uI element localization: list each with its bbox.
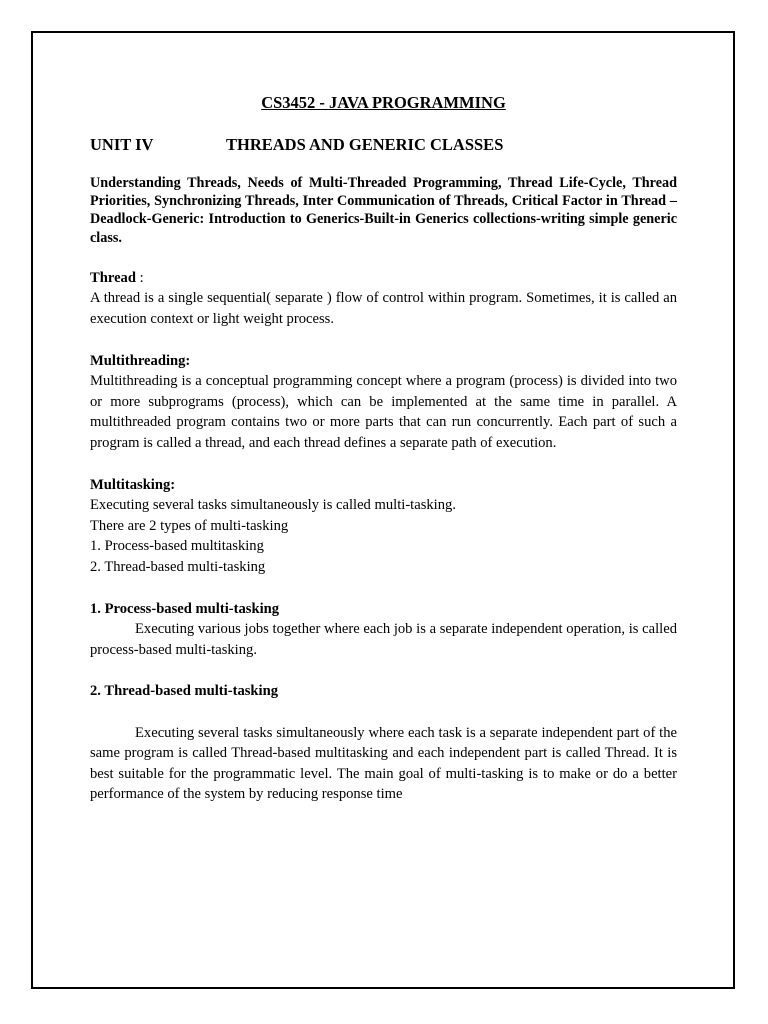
thread-heading: Thread — [90, 269, 136, 286]
unit-syllabus: Understanding Threads, Needs of Multi-Threaded Programming, Thread Life-Cycle, Thread Priorities, Synchronizing Threads, Inter Communication of Threads, Critical Factor in Thread – Deadlock-Generic: Introduction to Generics-Built-in Generics collections-writing simple generic class. — [90, 175, 677, 246]
section-thread-based — [90, 681, 677, 805]
multithreading-heading: Multithreading: — [90, 352, 191, 369]
thread-heading-colon: : — [135, 269, 144, 286]
unit-label: UNIT IV — [90, 135, 154, 154]
thread-based-definition: Executing several tasks simultaneously where each task is a separate independent part of the same program is called Thread-based multitasking and each independent part is called Thread. It is best suitable for the programmatic level. The main goal of multi-tasking is to make or do a better performance of the system by reducing response time — [90, 724, 677, 803]
multitasking-line: There are 2 types of multi-tasking — [90, 517, 289, 534]
multitasking-line: Executing several tasks simultaneously is called multi-tasking. — [90, 497, 456, 514]
process-based-definition: Executing various jobs together where each job is a separate independent operation, is called process-based multi-tasking. — [90, 621, 677, 658]
thread-based-heading: 2. Thread-based multi-tasking — [90, 683, 279, 700]
unit-heading — [90, 134, 677, 156]
unit-name: THREADS AND GENERIC CLASSES — [226, 135, 504, 154]
document-title: CS3452 - JAVA PROGRAMMING — [261, 93, 506, 112]
section-multitasking — [90, 475, 677, 578]
multithreading-definition: Multithreading is a conceptual programming concept where a program (process) is divided into two or more subprograms (process), which can be implemented at the same time in parallel. A multithreaded program contains two or more parts that can run concurrently. Each part of such a program is called a thread, and each thread defines a separate path of execution. — [90, 373, 677, 451]
section-thread — [90, 268, 677, 330]
thread-definition: A thread is a single sequential( separate ) flow of control within program. Sometimes, it is called an execution context or light weight process. — [90, 290, 677, 327]
section-process-based — [90, 599, 677, 661]
multitasking-line: 1. Process-based multitasking — [90, 538, 264, 555]
section-multithreading — [90, 351, 677, 454]
multitasking-line: 2. Thread-based multi-tasking — [90, 558, 266, 575]
process-based-heading: 1. Process-based multi-tasking — [90, 600, 280, 617]
document-body — [90, 92, 677, 805]
multitasking-heading: Multitasking: — [90, 476, 176, 493]
